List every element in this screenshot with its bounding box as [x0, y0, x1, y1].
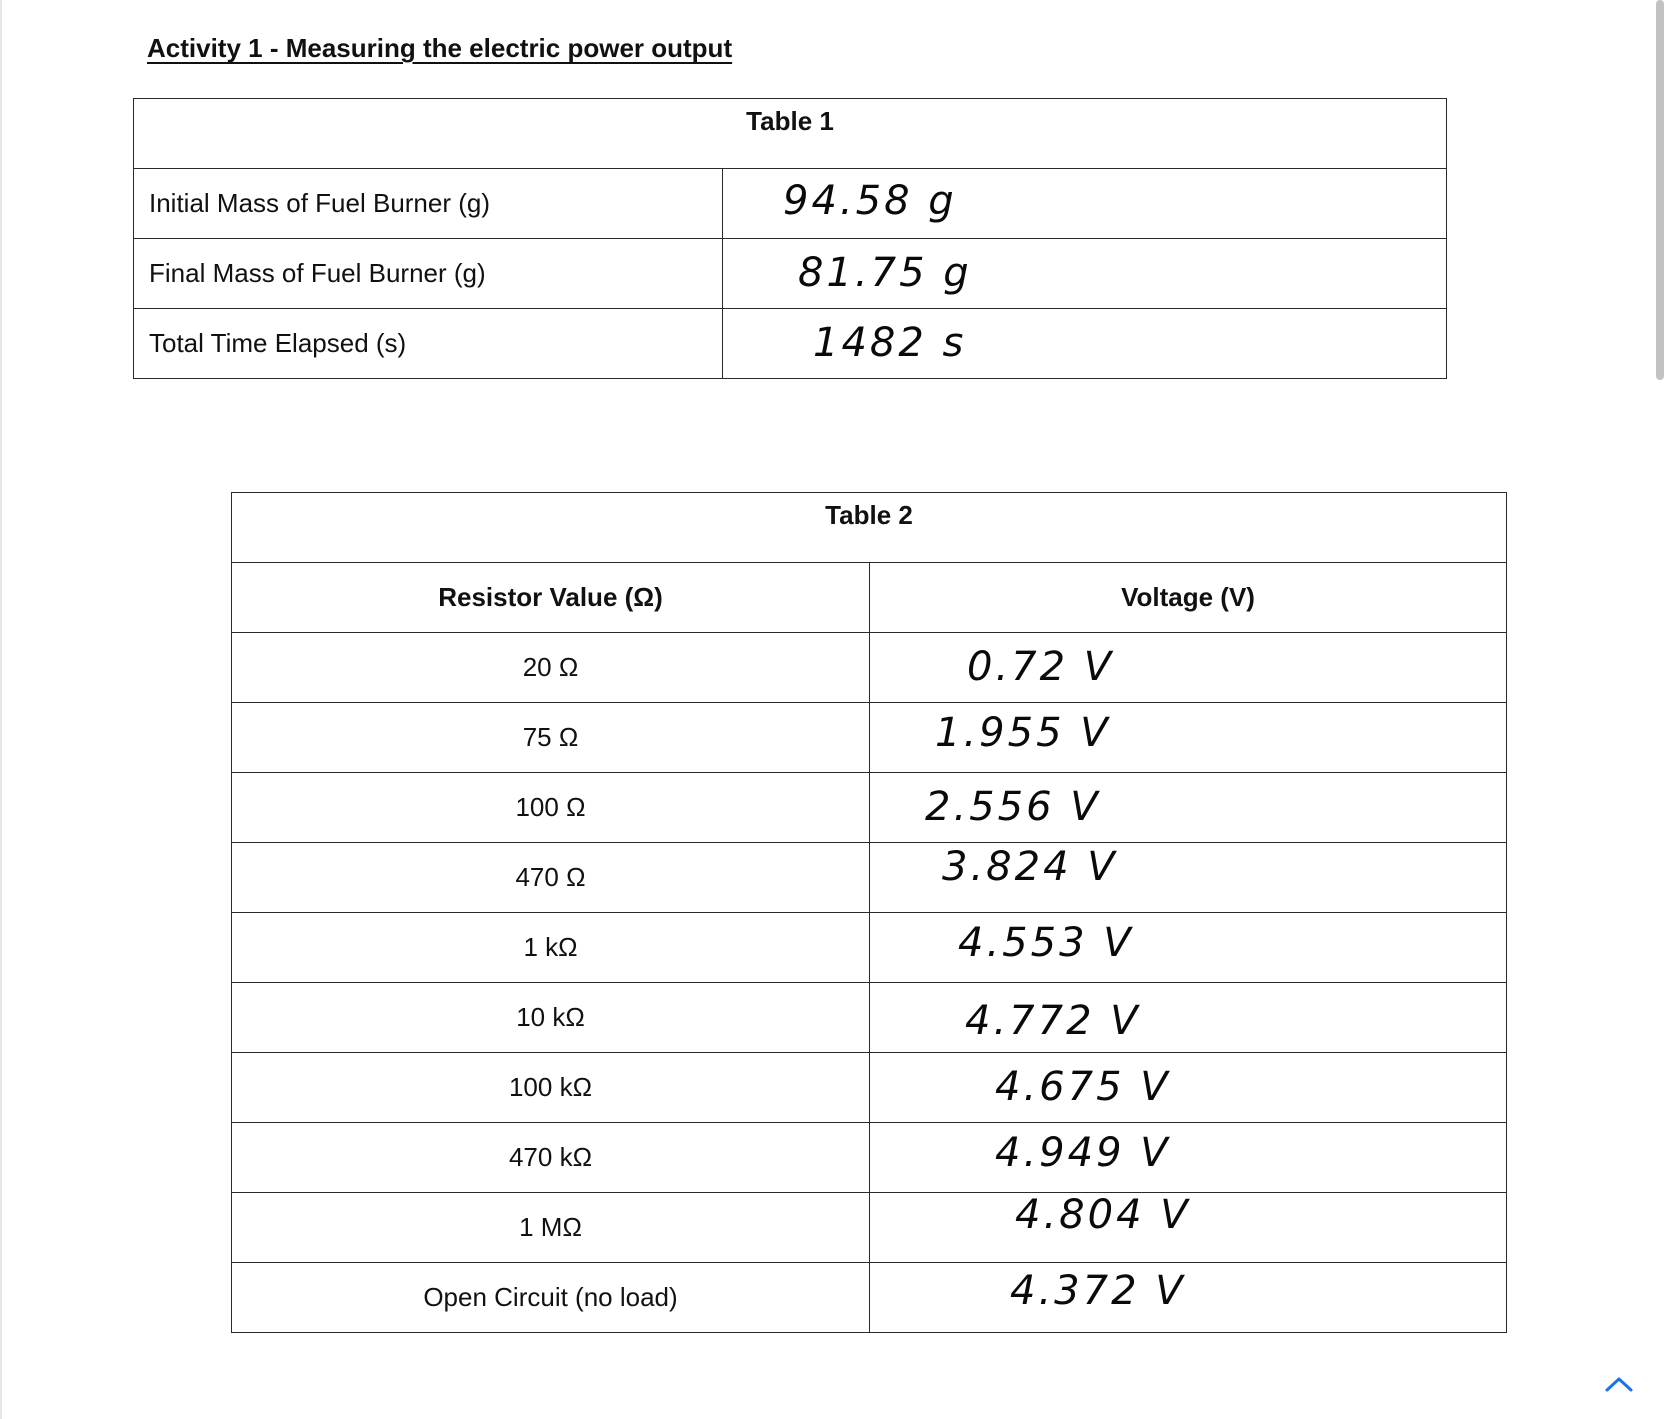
- handwritten-voltage: 4.772 V: [965, 998, 1141, 1044]
- voltage-cell[interactable]: [870, 913, 1507, 983]
- table-1-title: Table 1: [746, 106, 834, 136]
- table-2-header-row: [232, 563, 1507, 633]
- voltage-cell[interactable]: [870, 1263, 1507, 1333]
- handwritten-voltage: 4.372 V: [1010, 1268, 1186, 1314]
- table-row: [232, 1263, 1507, 1333]
- resistor-value: 470 kΩ: [232, 1123, 870, 1193]
- table-1-value-cell[interactable]: [723, 169, 1447, 239]
- table-2: [231, 492, 1507, 1333]
- table-2-title: Table 2: [825, 500, 913, 530]
- handwritten-voltage: 4.804 V: [1015, 1192, 1191, 1238]
- voltage-cell[interactable]: [870, 1053, 1507, 1123]
- handwritten-voltage: 2.556 V: [925, 784, 1101, 830]
- page-left-edge: [0, 0, 2, 1419]
- scrollbar-thumb[interactable]: [1656, 0, 1664, 380]
- resistor-value: 470 Ω: [232, 843, 870, 913]
- table-row: [232, 843, 1507, 913]
- table-row: [232, 1193, 1507, 1263]
- table-row: [134, 169, 1447, 239]
- resistor-value: 75 Ω: [232, 703, 870, 773]
- resistor-value: 20 Ω: [232, 633, 870, 703]
- resistor-value: 1 MΩ: [232, 1193, 870, 1263]
- table-row: [232, 1123, 1507, 1193]
- table-1-label: Final Mass of Fuel Burner (g): [134, 239, 723, 309]
- table-1-value-cell[interactable]: [723, 239, 1447, 309]
- voltage-cell[interactable]: [870, 773, 1507, 843]
- resistor-value: 100 Ω: [232, 773, 870, 843]
- table-row: [232, 983, 1507, 1053]
- table-row: [232, 633, 1507, 703]
- table-row: [232, 703, 1507, 773]
- handwritten-voltage: 0.72 V: [967, 644, 1115, 690]
- table-row: [232, 1053, 1507, 1123]
- voltage-column-header: Voltage (V): [870, 563, 1507, 633]
- table-row: [232, 913, 1507, 983]
- resistor-value: 100 kΩ: [232, 1053, 870, 1123]
- table-1-title-cell: [134, 99, 1447, 169]
- handwritten-voltage: 4.675 V: [995, 1064, 1171, 1110]
- table-2-title-row: [232, 493, 1507, 563]
- voltage-cell[interactable]: [870, 843, 1507, 913]
- handwritten-voltage: 4.949 V: [995, 1130, 1171, 1176]
- handwritten-voltage: 1.955 V: [935, 710, 1111, 756]
- chevron-up-icon[interactable]: [1604, 1374, 1634, 1394]
- table-1-title-row: [134, 99, 1447, 169]
- table-1: [133, 98, 1447, 379]
- resistor-column-header: Resistor Value (Ω): [232, 563, 870, 633]
- table-1-value-cell[interactable]: [723, 309, 1447, 379]
- table-row: [232, 773, 1507, 843]
- resistor-value: 1 kΩ: [232, 913, 870, 983]
- voltage-cell[interactable]: [870, 1193, 1507, 1263]
- voltage-cell[interactable]: [870, 633, 1507, 703]
- table-1-label: Initial Mass of Fuel Burner (g): [134, 169, 723, 239]
- resistor-value: Open Circuit (no load): [232, 1263, 870, 1333]
- table-row: [134, 239, 1447, 309]
- resistor-value: 10 kΩ: [232, 983, 870, 1053]
- voltage-cell[interactable]: [870, 983, 1507, 1053]
- table-row: [134, 309, 1447, 379]
- activity-heading: Activity 1 - Measuring the electric power output: [147, 33, 733, 63]
- handwritten-value: 81.75 g: [798, 250, 972, 296]
- table-2-title-cell: [232, 493, 1507, 563]
- table-1-label: Total Time Elapsed (s): [134, 309, 723, 379]
- handwritten-voltage: 4.553 V: [958, 920, 1134, 966]
- handwritten-value: 1482 s: [813, 320, 967, 366]
- handwritten-voltage: 3.824 V: [942, 844, 1118, 890]
- handwritten-value: 94.58 g: [783, 178, 957, 224]
- voltage-cell[interactable]: [870, 1123, 1507, 1193]
- voltage-cell[interactable]: [870, 703, 1507, 773]
